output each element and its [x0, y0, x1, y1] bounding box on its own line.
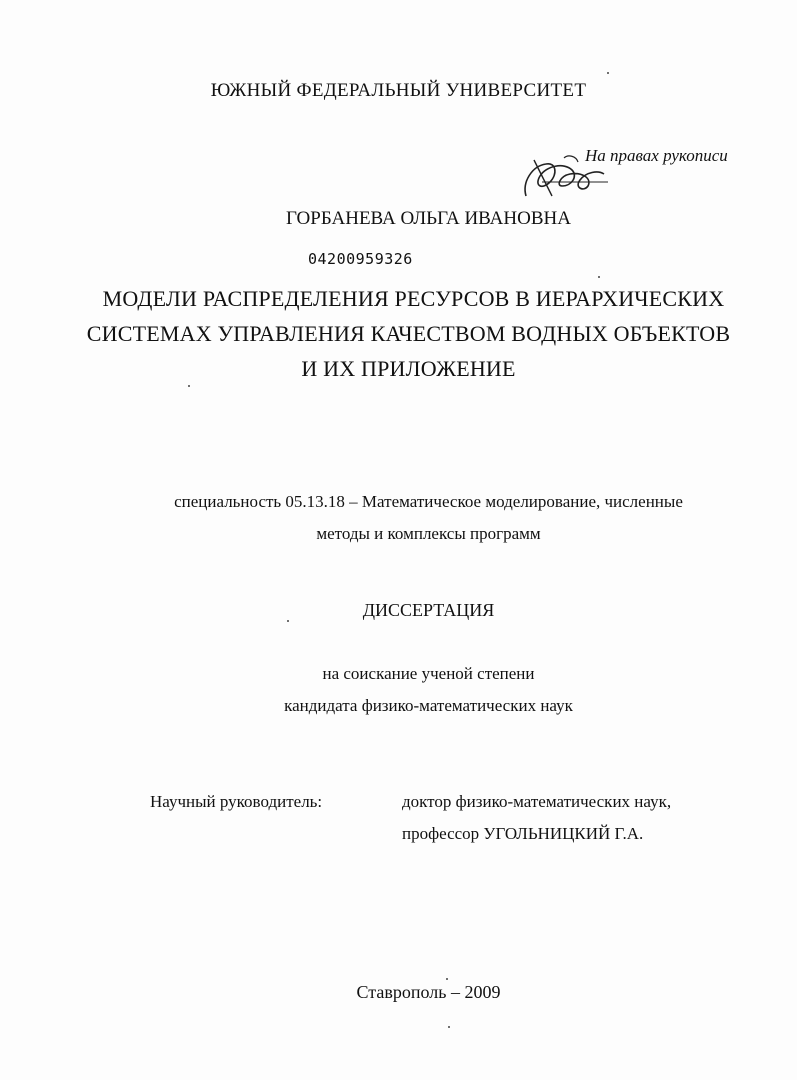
document-type: ДИССЕРТАЦИЯ — [362, 600, 495, 620]
title-line-3: И ИХ ПРИЛОЖЕНИЕ — [301, 356, 516, 381]
city-year: Ставрополь – 2009 — [356, 982, 501, 1002]
supervisor-name: профессор УГОЛЬНИЦКИЙ Г.А. — [402, 824, 644, 843]
manuscript-note: На правах рукописи — [585, 146, 728, 165]
title-line-2: СИСТЕМАХ УПРАВЛЕНИЯ КАЧЕСТВОМ ВОДНЫХ ОБЪЕКТОВ — [86, 321, 731, 346]
supervisor-label: Научный руководитель: — [150, 792, 323, 811]
scan-speck — [598, 276, 600, 278]
scan-speck — [287, 620, 289, 622]
degree-line-2: кандидата физико-математических наук — [284, 696, 573, 715]
scan-speck — [607, 72, 609, 74]
scan-speck — [188, 385, 190, 387]
specialty-line-2: методы и комплексы программ — [316, 524, 541, 543]
supervisor-degree: доктор физико-математических наук, — [402, 792, 672, 811]
specialty-line-1: специальность 05.13.18 – Математическое моделирование, численные — [174, 492, 683, 511]
scan-speck — [448, 1026, 450, 1028]
record-number: 04200959326 — [308, 250, 413, 268]
university-name: ЮЖНЫЙ ФЕДЕРАЛЬНЫЙ УНИВЕРСИТЕТ — [210, 80, 587, 101]
author-name: ГОРБАНЕВА ОЛЬГА ИВАНОВНА — [286, 208, 571, 229]
title-line-1: МОДЕЛИ РАСПРЕДЕЛЕНИЯ РЕСУРСОВ В ИЕРАРХИЧЕСКИХ — [102, 286, 725, 311]
scan-speck — [446, 978, 448, 980]
degree-line-1: на соискание ученой степени — [322, 664, 535, 683]
